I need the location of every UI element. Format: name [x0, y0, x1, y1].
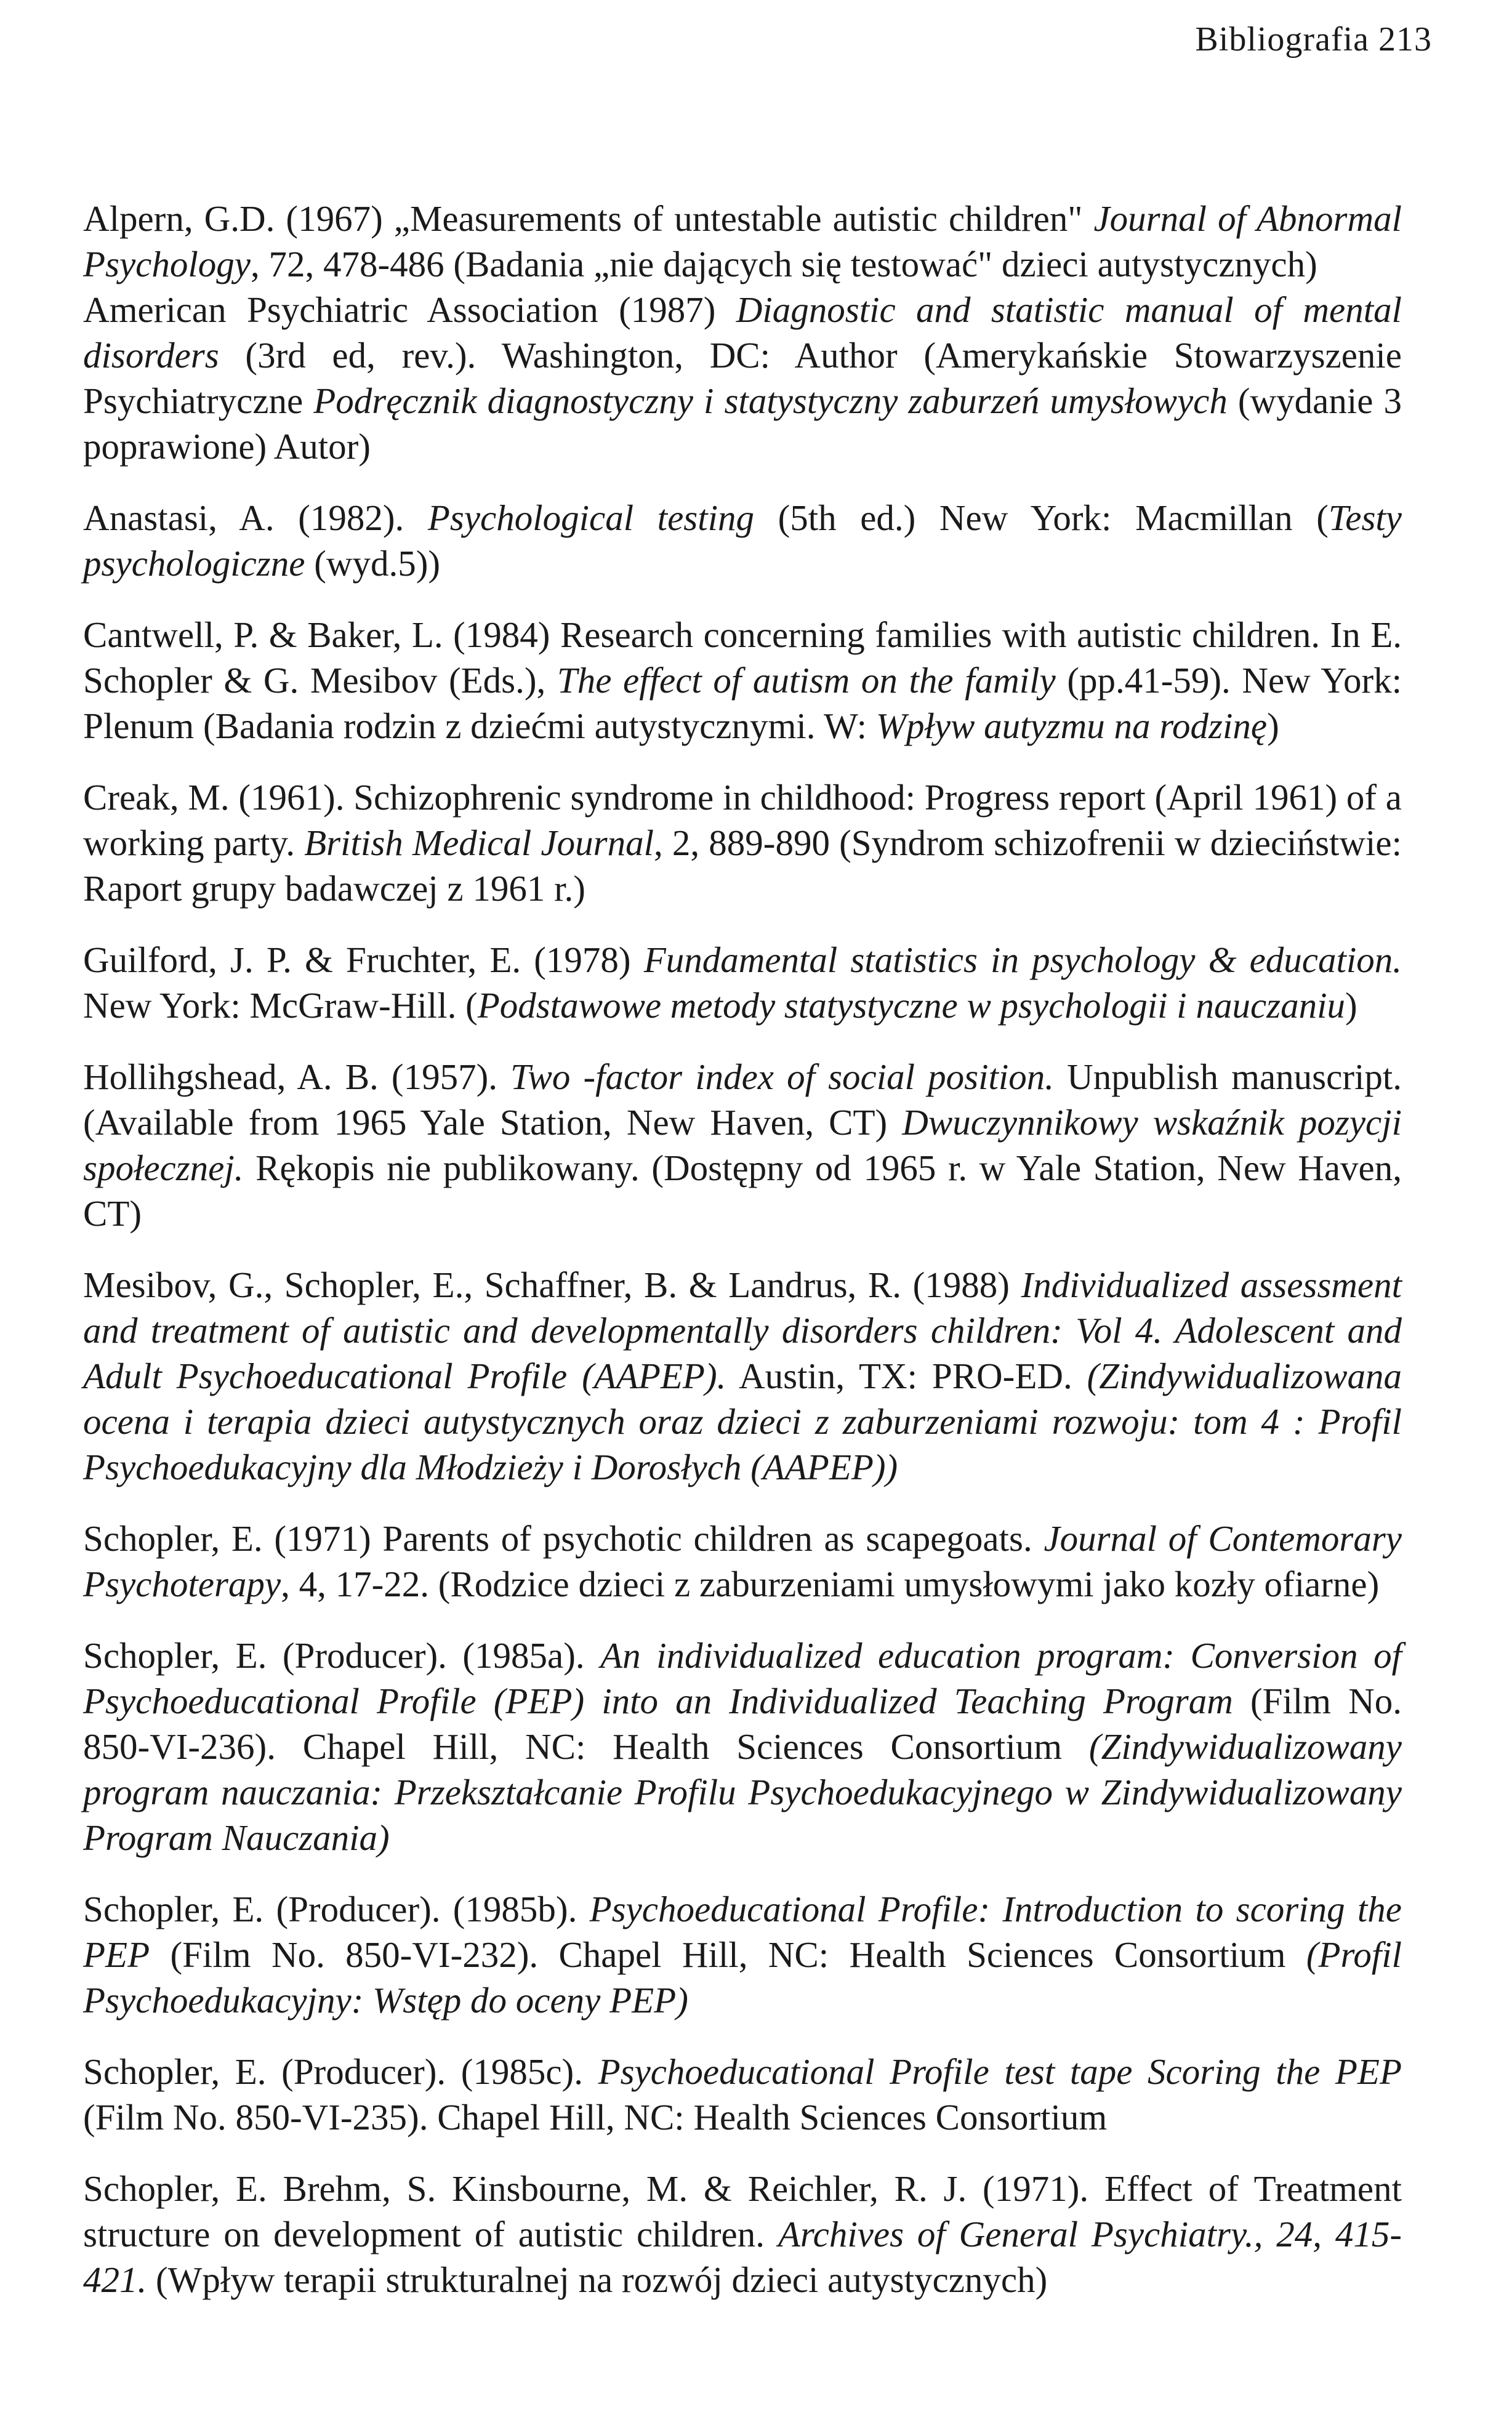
entry-text: Schopler, E. (Producer). (1985b). — [83, 1889, 590, 1929]
entry-title-italic: Wpływ autyzmu na rodzinę — [875, 706, 1268, 746]
entry-text: (Film No. 850-VI-232). Chapel Hill, NC: Health Sciences Consortium — [150, 1934, 1306, 1975]
entry-text: , 4, 17-22. (Rodzice dzieci z zaburzeniami umysłowymi jako kozły ofiarne) — [281, 1564, 1380, 1604]
entry-text: (Film No. 850-VI-236). Chapel Hill, NC: Health Sciences Consortium — [83, 1681, 1402, 1767]
entry-title-italic: Psychoeducational Profile test tape Scoring the PEP — [598, 2051, 1402, 2092]
entry-text: (5th ed.) New York: Macmillan ( — [754, 497, 1329, 538]
entry-title-italic: Podstawowe metody statystyczne w psychologii i nauczaniu — [477, 985, 1345, 1026]
bibliography-entry-schopler1985b — [83, 1886, 1402, 2023]
entry-text: (Film No. 850-VI-235). Chapel Hill, NC: Health Sciences Consortium — [83, 2097, 1108, 2137]
entry-text: Austin, TX: PRO-ED. — [726, 1356, 1087, 1396]
running-header: Bibliografia 213 — [1195, 20, 1432, 58]
bibliography-entry-cantwell — [83, 612, 1402, 749]
entry-title-italic: Journal of Contemorary Psychoterapy — [83, 1518, 1402, 1604]
bibliography-entry-guilford — [83, 937, 1402, 1028]
entry-text: Guilford, J. P. & Fruchter, E. (1978) — [83, 939, 644, 980]
entry-title-italic: An individualized education program: Conversion of Psychoeducational Profile (PEP) into an Individualized Teaching Program — [83, 1635, 1402, 1721]
entry-text: Schopler, E. (Producer). (1985a). — [83, 1635, 601, 1676]
entry-text: ) — [1345, 985, 1357, 1026]
bibliography-entry-alpern — [83, 196, 1402, 287]
entry-title-italic: British Medical Journal — [304, 822, 654, 863]
entry-title-italic: Fundamental statistics in psychology & education. — [643, 939, 1402, 980]
entry-title-italic: (Zindywidualizowana ocena i terapia dzieci autystycznych oraz dzieci z zaburzeniami rozwoju: tom 4 : Profil Psychoedukacyjny dla Młodzieży i Dorosłych (AAPEP)) — [83, 1356, 1402, 1487]
entry-text: ) — [1267, 706, 1279, 746]
entry-text: Mesibov, G., Schopler, E., Schaffner, B. & Landrus, R. (1988) — [83, 1265, 1021, 1305]
bibliography-entry-schopler1971b — [83, 2166, 1402, 2302]
entry-text: Anastasi, A. (1982). — [83, 497, 428, 538]
entry-title-italic: Testy psychologiczne — [83, 497, 1402, 584]
entry-title-italic: (Profil Psychoedukacyjny: Wstęp do oceny PEP) — [83, 1934, 1402, 2021]
entry-text: Schopler, E. Brehm, S. Kinsbourne, M. & Reichler, R. J. (1971). Effect of Treatment structure on development of autistic children. — [83, 2168, 1402, 2254]
entry-text: Schopler, E. (1971) Parents of psychotic children as scapegoats. — [83, 1518, 1044, 1559]
entry-text: American Psychiatric Association (1987) — [83, 289, 736, 330]
bibliography-entry-anastasi — [83, 495, 1402, 586]
entry-text: New York: McGraw-Hill. ( — [83, 985, 478, 1026]
entry-text: Schopler, E. (Producer). (1985c). — [83, 2051, 598, 2092]
entry-title-italic: Individualized assessment and treatment of autistic and developmentally disorders children: Vol 4. Adolescent and Adult Psychoeducational Profile (AAPEP). — [83, 1265, 1402, 1396]
bibliography-entry-schopler1985a — [83, 1633, 1402, 1860]
entry-text: , 2, 889-890 (Syndrom schizofrenii w dzieciństwie: Raport grupy badawczej z 1961 r.) — [83, 822, 1402, 909]
entry-text: Unpublish manuscript. (Available from 1965 Yale Station, New Haven, CT) — [83, 1056, 1402, 1143]
entry-title-italic: Podręcznik diagnostyczny i statystyczny zaburzeń umysłowych — [313, 380, 1228, 421]
entry-text: Alpern, G.D. (1967) „Measurements of untestable autistic children" — [83, 198, 1094, 239]
entry-title-italic: Two -factor index of social position. — [510, 1056, 1055, 1097]
entry-text: Hollihgshead, A. B. (1957). — [83, 1056, 511, 1097]
entry-text: (wyd.5)) — [305, 543, 441, 584]
bibliography-entry-schopler1985c — [83, 2049, 1402, 2140]
entry-title-italic: Diagnostic and statistic manual of mental disorders — [83, 289, 1402, 376]
entry-text: Creak, M. (1961). Schizophrenic syndrome in childhood: Progress report (April 1961) of a working party. — [83, 777, 1402, 863]
bibliography-entry-hollingshead — [83, 1054, 1402, 1236]
entry-text: Cantwell, P. & Baker, L. (1984) Research concerning families with autistic children. In E. Schopler & G. Mesibov (Eds.), — [83, 614, 1402, 701]
bibliography-list — [83, 196, 1402, 2302]
bibliography-entry-schopler1971 — [83, 1516, 1402, 1607]
entry-title-italic: Dwuczynnikowy wskaźnik pozycji społecznej. — [83, 1102, 1402, 1188]
entry-title-italic: Archives of General Psychiatry., 24, 415-421. — [83, 2214, 1402, 2300]
bibliography-entry-mesibov — [83, 1262, 1402, 1490]
entry-title-italic: Psychological testing — [427, 497, 755, 538]
entry-title-italic: Journal of Abnormal Psychology — [83, 198, 1402, 284]
entry-text: , 72, 478-486 (Badania „nie dających się testować" dzieci autystycznych) — [250, 244, 1317, 284]
entry-text: (wydanie 3 poprawione) Autor) — [83, 380, 1402, 467]
entry-text: (pp.41-59). New York: Plenum (Badania rodzin z dziećmi autystycznymi. W: — [83, 660, 1402, 746]
entry-title-italic: (Zindywidualizowany program nauczania: Przekształcanie Profilu Psychoedukacyjnego w Zindywidualizowany Program Nauczania) — [83, 1726, 1402, 1858]
entry-text: (3rd ed, rev.). Washington, DC: Author (Amerykańskie Stowarzyszenie Psychiatryczne — [83, 335, 1402, 421]
entry-text: Rękopis nie publikowany. (Dostępny od 1965 r. w Yale Station, New Haven, CT) — [83, 1148, 1402, 1234]
bibliography-entry-creak — [83, 774, 1402, 911]
entry-text: (Wpływ terapii strukturalnej na rozwój dzieci autystycznych) — [147, 2259, 1048, 2300]
bibliography-entry-apa — [83, 287, 1402, 469]
entry-title-italic: The effect of autism on the family — [557, 660, 1056, 701]
entry-title-italic: Psychoeducational Profile: Introduction to scoring the PEP — [83, 1889, 1402, 1975]
